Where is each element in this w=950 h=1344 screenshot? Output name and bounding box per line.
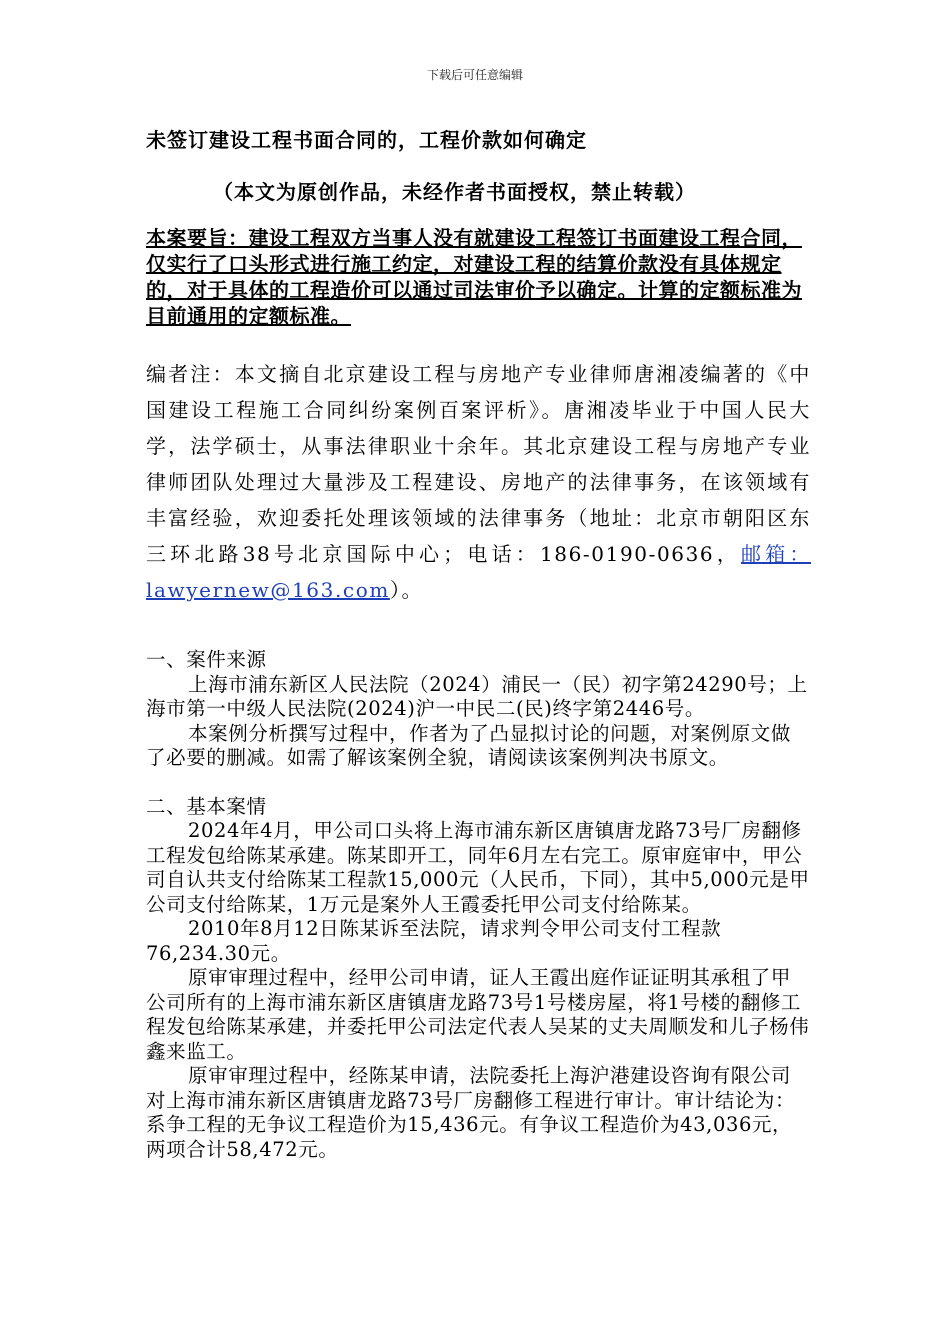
case-summary: 本案要旨：建设工程双方当事人没有就建设工程签订书面建设工程合同，仅实行了口头形式进行施工约定，对建设工程的结算价款没有具体规定的，对于具体的工程造价可以通过司法审价予以确定。计算的定额标准为目前通用的定额标准。 (146, 226, 802, 328)
paragraph: 本案例分析撰写过程中，作者为了凸显拟讨论的问题，对案例原文做了必要的删减。如需了解该案例全貌，请阅读该案例判决书原文。 (146, 721, 792, 769)
spacer (146, 771, 811, 795)
paragraph: 原审审理过程中，经甲公司申请，证人王霞出庭作证证明其承租了甲公司所有的上海市浦东新区唐镇唐龙路73号1号楼房屋，将1号楼的翻修工程发包给陈某承建，并委托甲公司法定代表人吴某的丈夫周顺发和儿子杨伟鑫来监工。 (146, 966, 810, 1063)
document-body (146, 648, 811, 1162)
section-heading-facts: 二、基本案情 (146, 794, 267, 818)
paragraph: 2024年4月，甲公司口头将上海市浦东新区唐镇唐龙路73号厂房翻修工程发包给陈某承建。陈某即开工，同年6月左右完工。原审庭审中，甲公司自认共支付给陈某工程款15,000元（人民币，下同），其中5,000元是甲公司支付给陈某，1万元是案外人王霞委托甲公司支付给陈某。 (146, 819, 810, 916)
document-title: 未签订建设工程书面合同的，工程价款如何确定 (146, 128, 587, 152)
section-heading-source: 一、案件来源 (146, 648, 267, 671)
paragraph: 上海市浦东新区人民法院（2024）浦民一（民）初字第24290号；上海市第一中级人民法院(2024)沪一中民二(民)终字第2446号。 (146, 672, 808, 720)
editor-note (146, 356, 811, 608)
copyright-notice: （本文为原创作品，未经作者书面授权，禁止转载） (213, 180, 696, 204)
paragraph: 2010年8月12日陈某诉至法院，请求判令甲公司支付工程款76,234.30元。 (146, 917, 722, 965)
editor-note-tail: ）。 (389, 578, 424, 602)
page-header: 下载后可任意编辑 (426, 68, 523, 82)
paragraph: 原审审理过程中，经陈某申请，法院委托上海沪港建设咨询有限公司对上海市浦东新区唐镇唐龙路73号厂房翻修工程进行审计。审计结论为：系争工程的无争议工程造价为15,436元。有争议工程造价为43,036元，两项合计58,472元。 (146, 1064, 796, 1161)
editor-note-text: 编者注：本文摘自北京建设工程与房地产专业律师唐湘凌编著的《中国建设工程施工合同纠纷案例百案评析》。唐湘凌毕业于中国人民大学，法学硕士，从事法律职业十余年。其北京建设工程与房地产专业律师团队处理过大量涉及工程建设、房地产的法律事务，在该领域有丰富经验，欢迎委托处理该领域的法律事务（地址：北京市朝阳区东三环北路38号北京国际中心；电话：186-0190-0636， (146, 362, 811, 566)
email-link[interactable]: 邮箱：lawyernew@163.com (146, 542, 811, 602)
